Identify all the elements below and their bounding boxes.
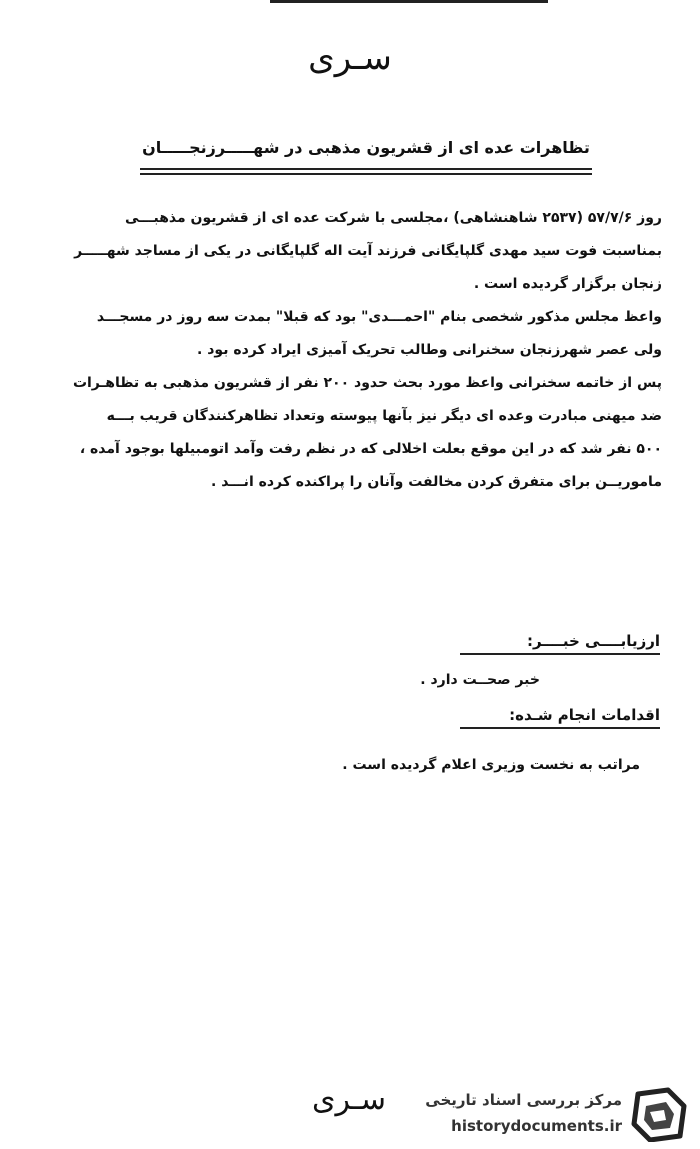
actions-label-block <box>240 706 660 729</box>
report-body <box>38 202 662 499</box>
report-line: واعظ مجلس مذکور شخصی بنام "احمـــدی" بود که قبلا" بمدت سه روز در مسجـــد <box>96 309 662 325</box>
watermark-logo-icon <box>628 1086 690 1142</box>
assessment-value: خبر صحــت دارد . <box>420 672 540 688</box>
title-underline-second <box>140 173 592 175</box>
actions-label: اقدامات انجام شـده: <box>509 706 660 724</box>
title-underline <box>140 168 592 170</box>
document-title: تظاهرات عده ای از قشریون مذهبی در شهـــــرزنجـــــان <box>142 138 590 157</box>
report-line: زنجان برگزار گردیده است . <box>473 276 662 292</box>
assessment-label: ارزیابــــی خبــــر: <box>527 632 660 650</box>
report-line: بمناسبت فوت سید مهدی گلپایگانی فرزند آیت اله گلپایگانی در یکی از مساجد شهـــــر <box>74 243 662 259</box>
watermark-name: مرکز بررسی اسناد تاریخی <box>425 1091 622 1109</box>
actions-value: مراتب به نخست وزیری اعلام گردیده است . <box>342 757 640 773</box>
watermark-url: historydocuments.ir <box>451 1117 622 1135</box>
classification-header: سـری <box>308 38 392 78</box>
actions-value-block <box>220 757 640 773</box>
assessment-label-block <box>240 632 660 655</box>
report-line: پس از خاتمه سخنرانی واعظ مورد بحث حدود ۲۰۰ نفر از قشریون مذهبی به تظاهـرات <box>72 375 662 391</box>
assessment-label-underline <box>460 653 660 655</box>
report-line: ولی عصر شهرزنجان سخنرانی وطالب تحریک آمیزی ایراد کرده بود . <box>197 342 662 358</box>
top-edge-rule <box>270 0 548 3</box>
report-line: ضد میهنی مبادرت وعده ای دیگر نیز بآنها پیوسته وتعداد تظاهرکنندگان قریب بـــه <box>106 408 662 424</box>
report-line: ۵۰۰ نفر شد که در این موقع بعلت اخلالی که در نظم رفت وآمد اتومبیلها بوجود آمده ، <box>79 441 662 457</box>
report-line: ماموریــن برای متفرق کردن مخالفت وآنان را پراکنده کرده انـــد . <box>211 474 662 490</box>
classification-footer: سـری <box>312 1082 386 1117</box>
assessment-value-block <box>240 672 540 688</box>
document-title-block <box>140 138 592 157</box>
report-line: روز ۵۷/۷/۶ (۲۵۳۷ شاهنشاهی) ،مجلسی با شرکت عده ای از قشریون مذهبـــی <box>124 210 662 226</box>
actions-label-underline <box>460 727 660 729</box>
